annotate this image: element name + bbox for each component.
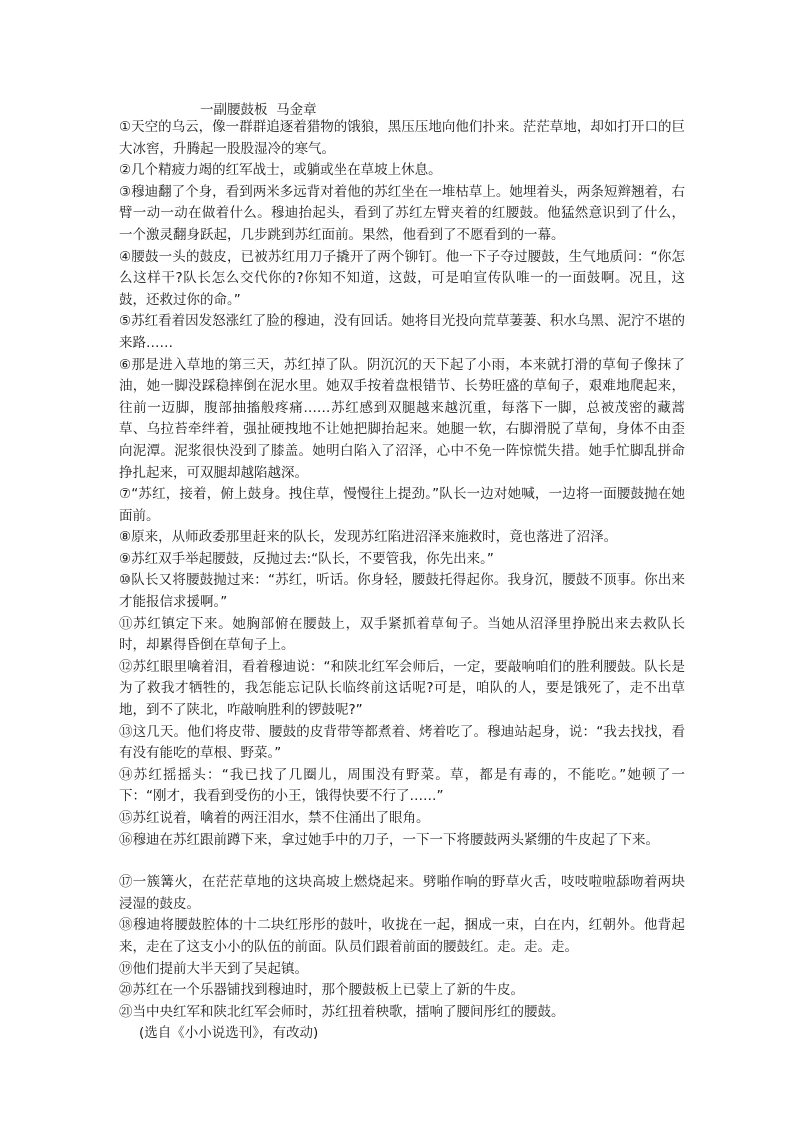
- article-body: [119, 117, 685, 1045]
- paragraph-4: ④腰鼓一头的鼓皮，已被苏红用刀子撬开了两个铆钉。他一下子夺过腰鼓，生气地质问：“你怎么这样干?队长怎么交代你的?你知不知道，这鼓，可是咱宣传队唯一的一面鼓啊。况且，这鼓，还救过你的命。”: [119, 248, 685, 308]
- paragraph-8: ⑧原来，从师政委那里赶来的队长，发现苏红陷进沼泽来施救时，竟也落进了沼泽。: [119, 529, 618, 546]
- article-title: 一副腰鼓板 马金章: [200, 102, 317, 118]
- source-note: (选自《小小说选刊》，有改动): [139, 1025, 319, 1042]
- paragraph-20: ⑳苏红在一个乐器铺找到穆迪时，那个腰鼓板上已蒙上了新的牛皮。: [119, 982, 524, 999]
- paragraph-16: ⑯穆迪在苏红跟前蹲下来，拿过她手中的刀子，一下一下将腰鼓两头紧绷的牛皮起了下来。: [119, 831, 659, 848]
- paragraph-11: ⑪苏红镇定下来。她胸部俯在腰鼓上，双手紧抓着草甸子。当她从沼泽里挣脱出来去救队长时，却累得昏倒在草甸子上。: [119, 615, 685, 654]
- blank-line: [119, 851, 685, 872]
- paragraph-12: ⑫苏红眼里噙着泪，看着穆迪说：“和陕北红军会师后，一定，要敲响咱们的胜利腰鼓。队长是为了救我才牺牲的，我怎能忘记队长临终前这话呢?可是，咱队的人，要是饿死了，走不出草地，到不了陕北，咋敲响胜利的锣鼓呢?”: [119, 658, 685, 719]
- paragraph-6: ⑥那是进入草地的第三天，苏红掉了队。阴沉沉的天下起了小雨，本来就打滑的草甸子像抹了油，她一脚没踩稳摔倒在泥水里。她双手按着盘根错节、长势旺盛的草甸子，艰难地爬起来，往前一迈脚，腹部抽搐般疼痛……苏红感到双腿越来越沉重，每落下一脚，总被茂密的藏蒿草、乌拉苔牵绊着，强扯硬拽地不让她把脚抬起来。她腿一软，右脚滑脱了草甸，身体不由歪向泥潭。泥浆很快没到了膝盖。她明白陷入了沼泽，心中不免一阵惊慌失措。她手忙脚乱拼命挣扎起来，可双腿却越陷越深。: [119, 356, 685, 481]
- paragraph-18: ⑱穆迪将腰鼓腔体的十二块红彤彤的鼓叶，收拢在一起，捆成一束，白在内，红朝外。他背起来，走在了这支小小的队伍的前面。队员们跟着前面的腰鼓红。走。走。走。: [119, 917, 685, 955]
- paragraph-3: ③穆迪翻了个身，看到两米多远背对着他的苏红坐在一堆枯草上。她埋着头，两条短辫翘着，右臂一动一动在做着什么。穆迪抬起头，看到了苏红左臂夹着的红腰鼓。他猛然意识到了什么，一个激灵翻身跃起，几步跳到苏红面前。果然，他看到了不愿看到的一幕。: [119, 183, 685, 243]
- paragraph-7: ⑦“苏红，接着，俯上鼓身。拽住草，慢慢往上提劲。”队长一边对她喊，一边将一面腰鼓抛在她面前。: [119, 486, 685, 524]
- paragraph-1: ①天空的乌云，像一群群追逐着猎物的饿狼，黑压压地向他们扑来。茫茫草地，却如打开口的巨大冰窖，升腾起一股股湿冷的寒气。: [119, 119, 685, 157]
- paragraph-2: ②几个精疲力竭的红军战士，或躺或坐在草坡上休息。: [119, 162, 442, 179]
- paragraph-5: ⑤苏红看着因发怒涨红了脸的穆迪，没有回话。她将目光投向荒草萋萋、积水乌黑、泥泞不堪的来路……: [119, 313, 685, 351]
- paragraph-15: ⑮苏红说着，噙着的两汪泪水，禁不住涌出了眼角。: [119, 810, 430, 826]
- paragraph-10: ⑩队长又将腰鼓抛过来：“苏红，听话。你身轻，腰鼓托得起你。我身沉，腰鼓不顶事。你出来才能报信求援啊。”: [119, 572, 685, 611]
- paragraph-21: ㉑当中央红军和陕北红军会师时，苏红扭着秧歌，擂响了腰间彤红的腰鼓。: [119, 1003, 565, 1020]
- paragraph-17: ⑰一簇篝火，在茫茫草地的这块高坡上燃烧起来。劈啪作响的野草火舌，吱吱啦啦舔吻着两块浸湿的鼓皮。: [119, 874, 685, 912]
- paragraph-14: ⑭苏红摇摇头：“我已找了几圈儿，周围没有野菜。草，都是有毒的，不能吃。”她顿了一下：“刚才，我看到受伤的小王，饿得快要不行了……”: [119, 766, 685, 805]
- paragraph-9: ⑨苏红双手举起腰鼓，反抛过去:“队长，不要管我，你先出来。”: [119, 550, 494, 567]
- paragraph-13: ⑬这几天。他们将皮带、腰鼓的皮背带等都煮着、烤着吃了。穆迪站起身，说：“我去找找，看有没有能吃的草根、野菜。”: [119, 723, 685, 762]
- paragraph-19: ⑲他们提前大半天到了吴起镇。: [119, 960, 308, 977]
